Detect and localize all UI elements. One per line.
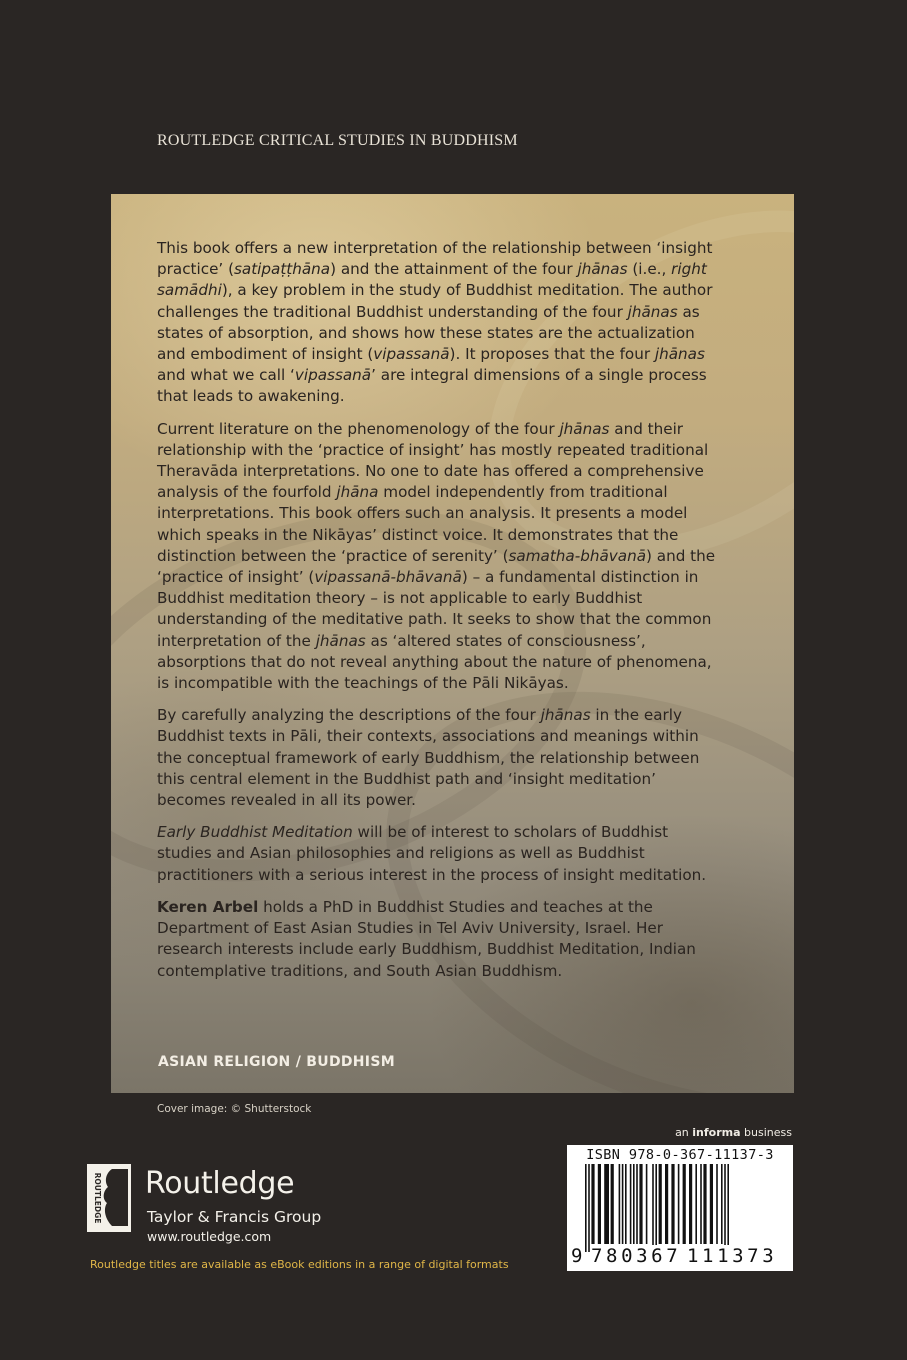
barcode-bar [622,1164,624,1244]
barcode-bar [665,1164,668,1244]
barcode-bar [703,1164,706,1244]
barcode-bar [689,1164,692,1244]
barcode-bar [710,1164,713,1244]
ebook-availability-note: Routledge titles are available as eBook editions in a range of digital formats [90,1258,509,1271]
routledge-logo-icon [86,1163,132,1233]
isbn-digit-lead: 9 [571,1245,583,1267]
barcode-bar [695,1164,697,1244]
blurb-paragraph-3: By carefully analyzing the descriptions of the four jhānas in the early Buddhist texts in Pāli, their contexts, associations and meanings within the conceptual framework of early Buddhism, the relationship between this central element in the Buddhist path and ‘insight meditation’ becomes revealed in all its power. [157,706,700,810]
isbn-digits-right: 111373 [687,1245,778,1267]
barcode-bar [630,1164,632,1244]
isbn-digits-left: 780367 [591,1245,682,1267]
blurb-paragraph-1: This book offers a new interpretation of the relationship between ‘insight practice’ (satipaṭṭhāna) and the attainment of the four jhānas (i.e., right samādhi), a key problem in the study of Buddhist meditation. The author challenges the traditional Buddhist understanding of the four jhānas as states of absorption, and shows how these states are the actualization and embodiment of insight (vipassanā). It proposes that the four jhānas and what we call ‘vipassanā’ are integral dimensions of a single process that leads to awakening. [157,239,713,406]
series-title: ROUTLEDGE CRITICAL STUDIES IN BUDDHISM [157,132,518,149]
barcode-bar [716,1164,718,1244]
barcode-bar [683,1164,686,1244]
barcode-bar [655,1164,657,1252]
isbn-barcode [567,1145,793,1271]
barcode-bar [652,1164,654,1252]
cover-image-credit: Cover image: © Shutterstock [157,1103,312,1115]
barcode-bar [604,1164,609,1244]
barcode-bar [659,1164,662,1244]
isbn-label: ISBN 978-0-367-11137-3 [586,1147,774,1163]
back-cover-blurb [157,238,727,993]
barcode-bar [724,1164,726,1252]
barcode-bar [588,1164,590,1252]
routledge-logo-text: ROUTLEDGE [93,1172,102,1224]
barcode-bar [639,1164,642,1244]
barcode-bar [727,1164,729,1252]
barcode-bar [678,1164,680,1244]
blurb-panel [111,194,794,1093]
barcode-bar [591,1164,594,1244]
barcode-bar [611,1164,614,1244]
informa-business-tagline: an informa business [675,1126,792,1139]
barcode-bar [671,1164,674,1244]
barcode-bar [700,1164,702,1244]
barcode-bar [646,1164,648,1244]
blurb-paragraph-2: Current literature on the phenomenology of the four jhānas and their relationship with the ‘practice of insight’ has mostly repeated traditional Theravāda interpretations. No one to date has offered a comprehensive analysis of the fourfold jhāna model independently from traditional interpretations. This book offers such an analysis. It presents a model which speaks in the Nikāyas’ distinct voice. It demonstrates that the distinction between the ‘practice of serenity’ (samatha-bhāvanā) and the ‘practice of insight’ (vipassanā-bhāvanā) – a fundamental distinction in Buddhist meditation theory – is not applicable to early Buddhist understanding of the meditative path. It seeks to show that the common interpretation of the jhānas as ‘altered states of consciousness’, absorptions that do not reveal anything about the nature of phenomena, is incompatible with the teachings of the Pāli Nikāyas. [157,419,716,693]
author-bio: Keren Arbel holds a PhD in Buddhist Studies and teaches at the Department of East Asian Studies in Tel Aviv University, Israel. Her research interests include early Buddhism, Buddhist Meditation, Indian contemplative traditions, and South Asian Buddhism. [157,897,696,980]
barcode-bar [625,1164,627,1244]
blurb-paragraph-4: Early Buddhist Meditation will be of interest to scholars of Buddhist studies and Asian philosophies and religions as well as Buddhist practitioners with a serious interest in the process of insight meditation. [157,823,707,884]
subject-category: ASIAN RELIGION / BUDDHISM [158,1054,395,1070]
barcode-bar [598,1164,601,1244]
publisher-group: Taylor & Francis Group [147,1208,322,1226]
isbn-digits [569,1245,791,1269]
publisher-name: Routledge [145,1166,295,1201]
barcode-bars [573,1164,787,1256]
barcode-bar [636,1164,638,1244]
barcode-bar [721,1164,723,1244]
author-name: Keren Arbel [157,897,259,916]
barcode-bar [633,1164,635,1244]
publisher-website: www.routledge.com [147,1229,272,1244]
barcode-bar [585,1164,587,1252]
barcode-bar [619,1164,621,1244]
